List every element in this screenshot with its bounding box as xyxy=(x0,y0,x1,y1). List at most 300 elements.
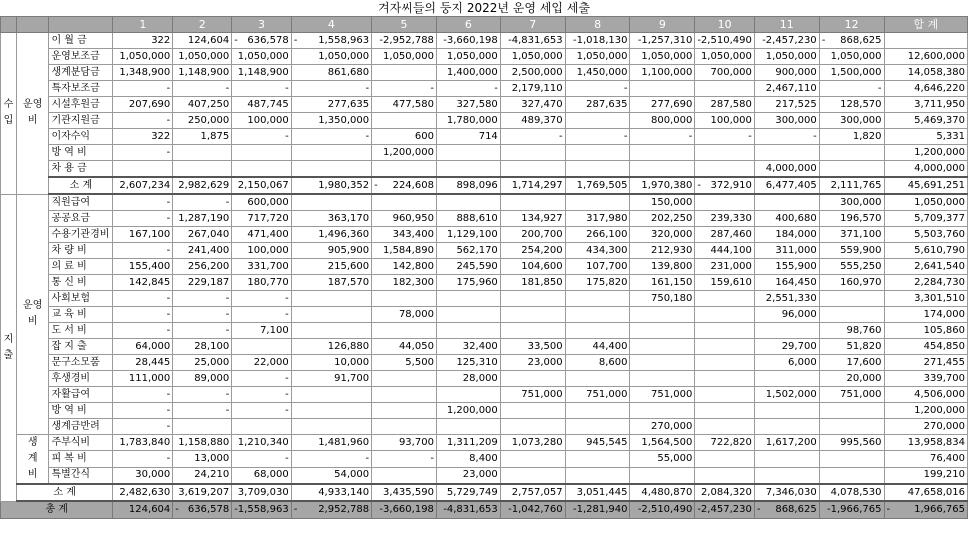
value-cell[interactable]: 750,180 xyxy=(630,291,695,307)
value-cell[interactable]: 444,100 xyxy=(695,243,755,259)
value-cell[interactable]: 98,760 xyxy=(819,323,884,339)
value-cell[interactable] xyxy=(372,467,437,484)
value-cell[interactable] xyxy=(695,145,755,161)
value-cell[interactable]: - 636,578 xyxy=(173,501,232,519)
value-cell[interactable]: 23,000 xyxy=(436,467,500,484)
value-cell[interactable]: 1,584,890 xyxy=(372,243,437,259)
value-cell[interactable] xyxy=(436,194,500,211)
value-cell[interactable]: 751,000 xyxy=(630,387,695,403)
value-cell[interactable]: 25,000 xyxy=(173,355,232,371)
value-cell[interactable]: 55,000 xyxy=(630,451,695,467)
value-cell[interactable] xyxy=(630,339,695,355)
value-cell[interactable]: 217,525 xyxy=(754,97,819,113)
value-cell[interactable]: 1,875 xyxy=(173,129,232,145)
value-cell[interactable]: -2,457,230 xyxy=(695,501,755,519)
value-cell[interactable]: 2,607,234 xyxy=(113,177,173,194)
value-cell[interactable] xyxy=(500,419,565,435)
value-cell[interactable]: - xyxy=(232,129,292,145)
value-cell[interactable]: - xyxy=(173,323,232,339)
value-cell[interactable] xyxy=(819,419,884,435)
value-cell[interactable]: - xyxy=(173,387,232,403)
value-cell[interactable]: 311,000 xyxy=(754,243,819,259)
value-cell[interactable] xyxy=(436,419,500,435)
value-cell[interactable]: - xyxy=(113,145,173,161)
value-cell[interactable]: 91,700 xyxy=(291,371,371,387)
value-cell[interactable]: 562,170 xyxy=(436,243,500,259)
value-cell[interactable] xyxy=(695,467,755,484)
value-cell[interactable]: 277,635 xyxy=(291,97,371,113)
value-cell[interactable]: 1,200,000 xyxy=(372,145,437,161)
value-cell[interactable]: - xyxy=(173,81,232,97)
value-cell[interactable]: 212,930 xyxy=(630,243,695,259)
value-cell[interactable]: 93,700 xyxy=(372,435,437,451)
value-cell[interactable]: 1,210,340 xyxy=(232,435,292,451)
value-cell[interactable]: 888,610 xyxy=(436,211,500,227)
value-cell[interactable]: 33,500 xyxy=(500,339,565,355)
value-cell[interactable] xyxy=(630,371,695,387)
value-cell[interactable]: - xyxy=(436,81,500,97)
value-cell[interactable] xyxy=(630,145,695,161)
value-cell[interactable] xyxy=(695,371,755,387)
value-cell[interactable]: 126,880 xyxy=(291,339,371,355)
row-total-cell[interactable]: 14,058,380 xyxy=(884,65,967,81)
value-cell[interactable]: -2,952,788 xyxy=(372,33,437,49)
value-cell[interactable]: 287,460 xyxy=(695,227,755,243)
value-cell[interactable]: 68,000 xyxy=(232,467,292,484)
value-cell[interactable] xyxy=(819,467,884,484)
value-cell[interactable]: 202,250 xyxy=(630,211,695,227)
value-cell[interactable]: - xyxy=(754,129,819,145)
value-cell[interactable]: - xyxy=(232,291,292,307)
value-cell[interactable] xyxy=(630,355,695,371)
value-cell[interactable]: - 372,910 xyxy=(695,177,755,194)
value-cell[interactable]: 1,050,000 xyxy=(436,49,500,65)
value-cell[interactable] xyxy=(754,323,819,339)
value-cell[interactable]: 96,000 xyxy=(754,307,819,323)
value-cell[interactable] xyxy=(500,403,565,419)
value-cell[interactable]: -1,042,760 xyxy=(500,501,565,519)
value-cell[interactable]: 100,000 xyxy=(232,113,292,129)
value-cell[interactable]: - xyxy=(113,194,173,211)
value-cell[interactable] xyxy=(232,419,292,435)
value-cell[interactable]: - xyxy=(372,451,437,467)
value-cell[interactable]: 861,680 xyxy=(291,65,371,81)
value-cell[interactable]: 28,000 xyxy=(436,371,500,387)
value-cell[interactable]: 700,000 xyxy=(695,65,755,81)
value-cell[interactable] xyxy=(819,403,884,419)
value-cell[interactable]: 1,050,000 xyxy=(695,49,755,65)
value-cell[interactable]: 13,000 xyxy=(173,451,232,467)
value-cell[interactable]: 1,158,880 xyxy=(173,435,232,451)
value-cell[interactable]: 1,287,190 xyxy=(173,211,232,227)
value-cell[interactable]: 900,000 xyxy=(754,65,819,81)
value-cell[interactable]: 1,050,000 xyxy=(113,49,173,65)
value-cell[interactable] xyxy=(630,161,695,178)
value-cell[interactable]: 1,564,500 xyxy=(630,435,695,451)
value-cell[interactable]: 559,900 xyxy=(819,243,884,259)
value-cell[interactable]: 1,050,000 xyxy=(754,49,819,65)
value-cell[interactable]: 1,050,000 xyxy=(372,49,437,65)
value-cell[interactable]: 1,496,360 xyxy=(291,227,371,243)
value-cell[interactable]: 2,467,110 xyxy=(754,81,819,97)
value-cell[interactable]: - xyxy=(819,81,884,97)
value-cell[interactable]: - xyxy=(372,81,437,97)
value-cell[interactable] xyxy=(754,451,819,467)
row-total-cell[interactable]: 271,455 xyxy=(884,355,967,371)
value-cell[interactable] xyxy=(173,145,232,161)
value-cell[interactable] xyxy=(565,113,630,129)
value-cell[interactable]: - xyxy=(232,371,292,387)
value-cell[interactable]: 322 xyxy=(113,129,173,145)
value-cell[interactable]: 8,400 xyxy=(436,451,500,467)
value-cell[interactable] xyxy=(819,161,884,178)
value-cell[interactable]: 434,300 xyxy=(565,243,630,259)
value-cell[interactable]: 2,982,629 xyxy=(173,177,232,194)
value-cell[interactable]: - xyxy=(232,81,292,97)
value-cell[interactable] xyxy=(291,387,371,403)
value-cell[interactable] xyxy=(291,145,371,161)
value-cell[interactable]: - xyxy=(565,81,630,97)
value-cell[interactable]: 1,502,000 xyxy=(754,387,819,403)
value-cell[interactable] xyxy=(372,161,437,178)
value-cell[interactable]: 181,850 xyxy=(500,275,565,291)
value-cell[interactable]: 1,050,000 xyxy=(565,49,630,65)
value-cell[interactable]: 256,200 xyxy=(173,259,232,275)
value-cell[interactable] xyxy=(565,403,630,419)
value-cell[interactable]: -1,966,765 xyxy=(819,501,884,519)
value-cell[interactable] xyxy=(291,323,371,339)
value-cell[interactable]: 1,050,000 xyxy=(500,49,565,65)
row-total-cell[interactable]: 270,000 xyxy=(884,419,967,435)
row-total-cell[interactable]: 1,050,000 xyxy=(884,194,967,211)
value-cell[interactable]: - 868,625 xyxy=(819,33,884,49)
row-total-cell[interactable]: 47,658,016 xyxy=(884,484,967,501)
value-cell[interactable]: 24,210 xyxy=(173,467,232,484)
value-cell[interactable]: - xyxy=(173,194,232,211)
value-cell[interactable]: 200,700 xyxy=(500,227,565,243)
value-cell[interactable]: - xyxy=(113,403,173,419)
value-cell[interactable]: 2,482,630 xyxy=(113,484,173,501)
row-total-cell[interactable]: - 1,966,765 xyxy=(884,501,967,519)
value-cell[interactable]: -2,510,490 xyxy=(630,501,695,519)
value-cell[interactable]: 182,300 xyxy=(372,275,437,291)
row-total-cell[interactable]: 454,850 xyxy=(884,339,967,355)
row-total-cell[interactable]: 3,301,510 xyxy=(884,291,967,307)
value-cell[interactable] xyxy=(291,403,371,419)
value-cell[interactable]: 245,590 xyxy=(436,259,500,275)
value-cell[interactable] xyxy=(565,323,630,339)
value-cell[interactable]: 100,000 xyxy=(232,243,292,259)
value-cell[interactable] xyxy=(630,81,695,97)
value-cell[interactable]: 2,551,330 xyxy=(754,291,819,307)
row-total-cell[interactable]: 339,700 xyxy=(884,371,967,387)
row-total-cell[interactable]: 5,610,790 xyxy=(884,243,967,259)
value-cell[interactable] xyxy=(500,467,565,484)
value-cell[interactable]: - xyxy=(695,129,755,145)
value-cell[interactable]: -1,281,940 xyxy=(565,501,630,519)
value-cell[interactable]: 239,330 xyxy=(695,211,755,227)
value-cell[interactable] xyxy=(113,161,173,178)
row-total-cell[interactable]: 4,000,000 xyxy=(884,161,967,178)
value-cell[interactable]: 231,000 xyxy=(695,259,755,275)
value-cell[interactable] xyxy=(436,161,500,178)
value-cell[interactable]: -1,257,310 xyxy=(630,33,695,49)
row-total-cell[interactable]: 1,200,000 xyxy=(884,145,967,161)
value-cell[interactable]: 267,040 xyxy=(173,227,232,243)
value-cell[interactable]: 215,600 xyxy=(291,259,371,275)
value-cell[interactable]: - xyxy=(232,403,292,419)
value-cell[interactable] xyxy=(500,307,565,323)
value-cell[interactable] xyxy=(630,307,695,323)
value-cell[interactable]: 898,096 xyxy=(436,177,500,194)
value-cell[interactable]: 6,477,405 xyxy=(754,177,819,194)
value-cell[interactable]: 1,970,380 xyxy=(630,177,695,194)
value-cell[interactable]: 751,000 xyxy=(565,387,630,403)
value-cell[interactable]: 722,820 xyxy=(695,435,755,451)
value-cell[interactable]: - xyxy=(232,387,292,403)
value-cell[interactable] xyxy=(695,194,755,211)
value-cell[interactable]: 250,000 xyxy=(173,113,232,129)
value-cell[interactable]: 3,619,207 xyxy=(173,484,232,501)
value-cell[interactable]: 751,000 xyxy=(819,387,884,403)
value-cell[interactable]: 160,970 xyxy=(819,275,884,291)
value-cell[interactable] xyxy=(695,161,755,178)
value-cell[interactable] xyxy=(372,113,437,129)
value-cell[interactable]: -2,457,230 xyxy=(754,33,819,49)
value-cell[interactable] xyxy=(630,323,695,339)
value-cell[interactable]: - xyxy=(500,129,565,145)
value-cell[interactable]: -1,558,963 xyxy=(232,501,292,519)
value-cell[interactable]: 164,450 xyxy=(754,275,819,291)
value-cell[interactable] xyxy=(291,419,371,435)
value-cell[interactable] xyxy=(372,194,437,211)
value-cell[interactable]: -3,660,198 xyxy=(436,33,500,49)
value-cell[interactable]: 300,000 xyxy=(819,194,884,211)
value-cell[interactable]: 317,980 xyxy=(565,211,630,227)
value-cell[interactable] xyxy=(819,307,884,323)
value-cell[interactable] xyxy=(500,161,565,178)
value-cell[interactable]: 100,000 xyxy=(695,113,755,129)
value-cell[interactable] xyxy=(754,145,819,161)
value-cell[interactable]: 1,050,000 xyxy=(819,49,884,65)
value-cell[interactable]: 327,470 xyxy=(500,97,565,113)
value-cell[interactable]: 64,000 xyxy=(113,339,173,355)
value-cell[interactable]: 407,250 xyxy=(173,97,232,113)
value-cell[interactable]: 3,709,030 xyxy=(232,484,292,501)
row-total-cell[interactable]: 1,200,000 xyxy=(884,403,967,419)
value-cell[interactable]: -4,831,653 xyxy=(500,33,565,49)
row-total-cell[interactable]: 199,210 xyxy=(884,467,967,484)
row-total-cell[interactable] xyxy=(884,33,967,49)
value-cell[interactable] xyxy=(695,323,755,339)
value-cell[interactable]: - xyxy=(113,243,173,259)
value-cell[interactable]: 30,000 xyxy=(113,467,173,484)
value-cell[interactable]: 371,100 xyxy=(819,227,884,243)
value-cell[interactable]: 1,129,100 xyxy=(436,227,500,243)
value-cell[interactable]: 44,400 xyxy=(565,339,630,355)
value-cell[interactable] xyxy=(565,145,630,161)
value-cell[interactable]: - xyxy=(113,211,173,227)
value-cell[interactable] xyxy=(500,371,565,387)
value-cell[interactable]: 6,000 xyxy=(754,355,819,371)
value-cell[interactable]: 327,580 xyxy=(436,97,500,113)
value-cell[interactable]: 32,400 xyxy=(436,339,500,355)
value-cell[interactable] xyxy=(695,355,755,371)
value-cell[interactable] xyxy=(630,467,695,484)
value-cell[interactable] xyxy=(565,291,630,307)
value-cell[interactable] xyxy=(436,387,500,403)
value-cell[interactable]: 4,078,530 xyxy=(819,484,884,501)
value-cell[interactable] xyxy=(819,291,884,307)
value-cell[interactable]: 995,560 xyxy=(819,435,884,451)
row-total-cell[interactable]: 12,600,000 xyxy=(884,49,967,65)
value-cell[interactable]: 241,400 xyxy=(173,243,232,259)
value-cell[interactable]: 2,150,067 xyxy=(232,177,292,194)
value-cell[interactable]: 600,000 xyxy=(232,194,292,211)
value-cell[interactable] xyxy=(565,419,630,435)
value-cell[interactable] xyxy=(436,323,500,339)
value-cell[interactable]: 124,604 xyxy=(113,501,173,519)
value-cell[interactable] xyxy=(372,65,437,81)
value-cell[interactable]: - xyxy=(113,291,173,307)
value-cell[interactable]: 343,400 xyxy=(372,227,437,243)
value-cell[interactable]: 1,148,900 xyxy=(173,65,232,81)
value-cell[interactable]: 1,348,900 xyxy=(113,65,173,81)
value-cell[interactable]: 2,111,765 xyxy=(819,177,884,194)
value-cell[interactable]: 1,769,505 xyxy=(565,177,630,194)
value-cell[interactable] xyxy=(695,419,755,435)
value-cell[interactable]: 1,481,960 xyxy=(291,435,371,451)
value-cell[interactable]: 717,720 xyxy=(232,211,292,227)
value-cell[interactable]: 1,050,000 xyxy=(173,49,232,65)
value-cell[interactable]: 4,933,140 xyxy=(291,484,371,501)
value-cell[interactable]: - xyxy=(113,81,173,97)
value-cell[interactable]: - 636,578 xyxy=(232,33,292,49)
value-cell[interactable] xyxy=(819,451,884,467)
value-cell[interactable]: - 868,625 xyxy=(754,501,819,519)
value-cell[interactable] xyxy=(754,403,819,419)
value-cell[interactable]: 400,680 xyxy=(754,211,819,227)
value-cell[interactable]: - 1,558,963 xyxy=(291,33,371,49)
row-total-cell[interactable]: 5,331 xyxy=(884,129,967,145)
value-cell[interactable]: 1,050,000 xyxy=(291,49,371,65)
value-cell[interactable]: - xyxy=(113,387,173,403)
value-cell[interactable]: 287,635 xyxy=(565,97,630,113)
value-cell[interactable]: - xyxy=(291,451,371,467)
value-cell[interactable]: 1,311,209 xyxy=(436,435,500,451)
value-cell[interactable]: 51,820 xyxy=(819,339,884,355)
value-cell[interactable]: - xyxy=(113,323,173,339)
value-cell[interactable] xyxy=(500,323,565,339)
value-cell[interactable]: 1,714,297 xyxy=(500,177,565,194)
value-cell[interactable] xyxy=(565,451,630,467)
value-cell[interactable] xyxy=(819,145,884,161)
value-cell[interactable] xyxy=(695,339,755,355)
value-cell[interactable]: 800,000 xyxy=(630,113,695,129)
value-cell[interactable]: 1,050,000 xyxy=(232,49,292,65)
value-cell[interactable]: 3,051,445 xyxy=(565,484,630,501)
value-cell[interactable]: 5,500 xyxy=(372,355,437,371)
value-cell[interactable] xyxy=(372,419,437,435)
value-cell[interactable]: 714 xyxy=(436,129,500,145)
row-total-cell[interactable]: 3,711,950 xyxy=(884,97,967,113)
value-cell[interactable] xyxy=(500,291,565,307)
value-cell[interactable]: 8,600 xyxy=(565,355,630,371)
value-cell[interactable] xyxy=(754,194,819,211)
value-cell[interactable]: 960,950 xyxy=(372,211,437,227)
value-cell[interactable]: -2,510,490 xyxy=(695,33,755,49)
value-cell[interactable]: 1,780,000 xyxy=(436,113,500,129)
value-cell[interactable]: 54,000 xyxy=(291,467,371,484)
value-cell[interactable]: - xyxy=(173,291,232,307)
value-cell[interactable]: - xyxy=(565,129,630,145)
value-cell[interactable]: 487,745 xyxy=(232,97,292,113)
value-cell[interactable]: - 224,608 xyxy=(372,177,437,194)
value-cell[interactable] xyxy=(291,291,371,307)
value-cell[interactable]: 161,150 xyxy=(630,275,695,291)
value-cell[interactable]: 10,000 xyxy=(291,355,371,371)
value-cell[interactable]: - xyxy=(630,129,695,145)
row-total-cell[interactable]: 13,958,834 xyxy=(884,435,967,451)
row-total-cell[interactable]: 5,709,377 xyxy=(884,211,967,227)
value-cell[interactable]: 187,570 xyxy=(291,275,371,291)
row-total-cell[interactable]: 5,469,370 xyxy=(884,113,967,129)
value-cell[interactable] xyxy=(291,307,371,323)
value-cell[interactable]: 184,000 xyxy=(754,227,819,243)
value-cell[interactable]: 945,545 xyxy=(565,435,630,451)
value-cell[interactable]: 29,700 xyxy=(754,339,819,355)
value-cell[interactable]: 78,000 xyxy=(372,307,437,323)
value-cell[interactable]: 28,445 xyxy=(113,355,173,371)
value-cell[interactable]: 125,310 xyxy=(436,355,500,371)
value-cell[interactable]: 1,073,280 xyxy=(500,435,565,451)
value-cell[interactable]: 139,800 xyxy=(630,259,695,275)
value-cell[interactable]: - xyxy=(232,307,292,323)
value-cell[interactable]: 124,604 xyxy=(173,33,232,49)
value-cell[interactable]: 477,580 xyxy=(372,97,437,113)
value-cell[interactable]: 134,927 xyxy=(500,211,565,227)
value-cell[interactable]: 7,346,030 xyxy=(754,484,819,501)
value-cell[interactable] xyxy=(695,403,755,419)
value-cell[interactable]: 175,960 xyxy=(436,275,500,291)
value-cell[interactable]: 331,700 xyxy=(232,259,292,275)
value-cell[interactable]: 17,600 xyxy=(819,355,884,371)
value-cell[interactable] xyxy=(232,161,292,178)
value-cell[interactable]: 1,617,200 xyxy=(754,435,819,451)
value-cell[interactable]: 180,770 xyxy=(232,275,292,291)
value-cell[interactable]: - xyxy=(113,451,173,467)
value-cell[interactable] xyxy=(695,307,755,323)
value-cell[interactable]: 300,000 xyxy=(819,113,884,129)
value-cell[interactable]: 1,980,352 xyxy=(291,177,371,194)
value-cell[interactable]: 2,084,320 xyxy=(695,484,755,501)
value-cell[interactable] xyxy=(372,387,437,403)
value-cell[interactable]: 3,435,590 xyxy=(372,484,437,501)
value-cell[interactable]: -3,660,198 xyxy=(372,501,437,519)
value-cell[interactable] xyxy=(291,161,371,178)
value-cell[interactable]: 44,050 xyxy=(372,339,437,355)
value-cell[interactable] xyxy=(232,145,292,161)
value-cell[interactable]: 142,845 xyxy=(113,275,173,291)
value-cell[interactable] xyxy=(372,403,437,419)
value-cell[interactable]: 270,000 xyxy=(630,419,695,435)
value-cell[interactable]: 104,600 xyxy=(500,259,565,275)
value-cell[interactable]: 167,100 xyxy=(113,227,173,243)
value-cell[interactable]: 363,170 xyxy=(291,211,371,227)
value-cell[interactable]: 1,200,000 xyxy=(436,403,500,419)
value-cell[interactable]: 300,000 xyxy=(754,113,819,129)
value-cell[interactable]: 1,350,000 xyxy=(291,113,371,129)
